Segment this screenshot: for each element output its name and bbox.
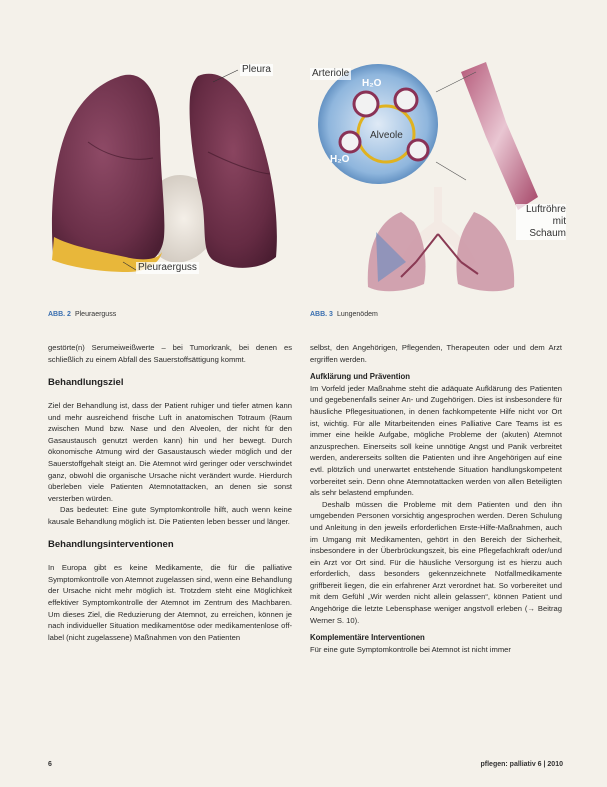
figure-pulmonary-edema: [306, 62, 566, 302]
label-h2o-top: H₂O: [362, 78, 382, 89]
paragraph: Das bedeutet: Eine gute Symptomkontrolle hilft, auch wenn keine kausale Behandlung möglich ist. Die Patienten leben besser und länger.: [48, 505, 292, 526]
page-number: 6: [48, 761, 52, 768]
subsection-heading: Aufklärung und Prävention: [310, 372, 411, 382]
right-text-column: [310, 342, 562, 655]
label-alveole: Alveole: [370, 130, 403, 141]
caption-label: ABB. 2: [48, 311, 71, 318]
paragraph: Deshalb müssen die Probleme mit dem Patienten und den ihn umgebenden Personen vorsichtig angesprochen werden. Deren Schulung und Anleitung in den jeweils erforderlichen Erste-Hilfe-Maßnahmen, auch im Umgang mit Medikamenten, gehört in den Bereich der Sicherheit, insbesondere in der Überbrückungszeit, bis eine Pflegefachkraft oder/und ein Arzt vor Ort sind. Für die häusliche Versorgung ist es hierzu auch erforderlich, dass besonders gekennzeichnete Notfallmedikamente griffbereit liegen, die ein erfahrener Arzt verordnet hat. So vorbereitet und mit dem Gefühl „Wir werden nicht allein gelassen“, können Patient und Angehörige die letzte Lebensphase weniger angstvoll erleben (→ Beitrag Werner S. 10).: [310, 499, 562, 625]
label-pleura: Pleura: [242, 64, 271, 75]
caption-text: Pleuraerguss: [74, 311, 117, 318]
caption-text: Lungenödem: [336, 311, 378, 318]
label-pleural-effusion: Pleuraerguss: [138, 262, 197, 273]
figure-caption-3: [310, 311, 378, 318]
paragraph: Für eine gute Symptomkontrolle bei Atemnot ist nicht immer: [310, 644, 511, 654]
label-trachea-with-foam: Luftröhre mit Schaum: [516, 204, 566, 240]
journal-name: pflegen: palliativ 6 | 2010: [480, 761, 563, 768]
section-heading: Behandlungsziel: [48, 376, 124, 388]
left-text-column: [48, 342, 292, 643]
figure-pleural-effusion: [48, 62, 294, 302]
paragraph: selbst, den Angehörigen, Pflegenden, Therapeuten oder und dem Arzt ergriffen werden.: [310, 343, 562, 364]
paragraph: In Europa gibt es keine Medikamente, die für die palliative Symptomkontrolle von Atemnot zugelassen sind, wenn eine Behandlung der Ursache nicht mehr möglich ist. Trotzdem steht eine Möglichkeit effektiver Symptomkontrolle der Atemnot im Zentrum des Machbaren. Um dieses Ziel, die Reduzierung der Atemnot, zu erreichen, können je nach individueller Situation medikamentöse oder medikamentenlose off-label (nicht zugelassene) Maßnahmen von den Patienten: [48, 563, 292, 642]
edema-illustration: [306, 62, 566, 302]
paragraph: Ziel der Behandlung ist, dass der Patient ruhiger und tiefer atmen kann und mehr ausreichend frische Luft in anatomischen Totraum (Raum zwischen Mund bzw. Nase und den Alveolen, der nicht für den Gasaustausch genutzt werden kann) hin und her bewegt. Durch ökonomische Atmung wird der Gasaustausch wieder möglich und der Sauerstoffgehalt steigt an. Die Atemnot wird geringer oder verschwindet ganz, obwohl die organische Ursache nicht verändert wurde. Hierdurch überleben viele Patienten Atemnotattacken, an denen sie sonst versterben würden.: [48, 400, 292, 503]
figure-caption-2: [48, 311, 116, 318]
paragraph: Im Vorfeld jeder Maßnahme steht die adäquate Aufklärung des Patienten und gegebenenfalls seiner An- und Zugehörigen. Dies ist insbesondere für häusliche Pflegesituationen, in denen fachkompetente Hilfe nicht vor Ort ist, wichtig. Für alle Mitarbeitenden eines Palliative Care Teams ist es immer eine heikle Aufgabe, mögliche Probleme der (akuten) Atemnot anzusprechen. Einerseits soll keine unnötige Angst und Panik verbreitet werden, andererseits sollten die Patienten und ihre Angehörigen auf eine evtl. plötzlich und unerwartet entstehende Situation handlungskompetent vorbereitet sein. Denn ohne Atemnotattacken werden von allen Beteiligten als sehr belastend empfunden.: [310, 383, 562, 498]
paragraph: gestörte(n) Serumeiweißwerte – bei Tumorkrank, bei denen es schließlich zu einem Abfall des Sauerstoffsättigung kommt.: [48, 343, 292, 364]
caption-label: ABB. 3: [310, 311, 333, 318]
section-heading: Behandlungsinterventionen: [48, 539, 174, 551]
subsection-heading: Komplementäre Interventionen: [310, 633, 425, 643]
label-arteriole: Arteriole: [312, 68, 350, 79]
label-h2o-bottom: H₂O: [330, 154, 350, 165]
